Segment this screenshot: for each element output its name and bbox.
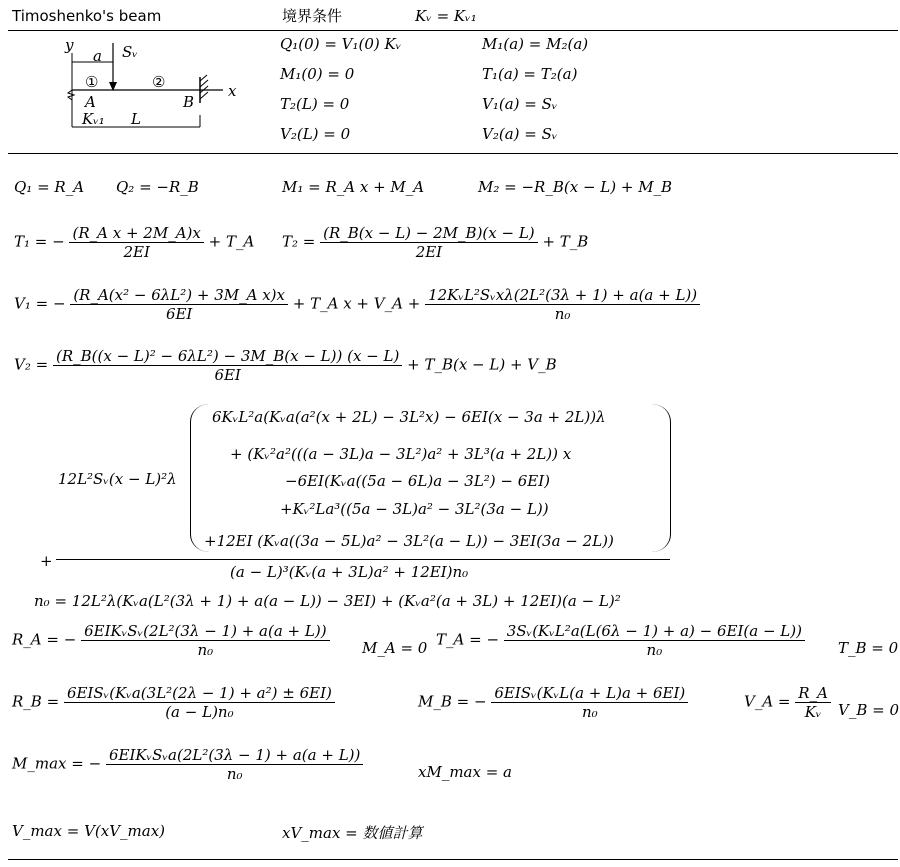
- eq-q2: Q₂ = −R_B: [116, 178, 199, 196]
- point-b-label: B: [183, 93, 195, 111]
- kv1-label: Kᵥ₁: [82, 110, 105, 128]
- big-right-paren: [652, 404, 671, 552]
- point-a-label: A: [85, 93, 96, 111]
- eq-n0: n₀ = 12L²λ(Kᵥa(L²(3λ + 1) + a(a − L)) − 3EI) + (Kᵥa²(a + 3L) + 12EI)(a − L)²: [34, 592, 621, 610]
- eq-t2: T₂ = $\frac{(R\_B(x - L) - 2M\_B)(x - L)}{2EI}$ + T_B: [282, 224, 589, 261]
- bc-right-2: T₁(a) = T₂(a): [482, 65, 578, 83]
- top-divider: [8, 30, 898, 31]
- eq-tb: T_B = 0: [838, 639, 899, 657]
- big-line-2: + (Kᵥ²a²(((a − 3L)a − 3L²)a² + 3L³(a + 2L)) x: [230, 445, 572, 463]
- eq-v2: V₂ = $\frac{\text{(R\_B((x − L)² − 6λL²) − 3M\_B(x − L)) (x − L)}}{6EI}$ + T_B(x − L) + V_B: [14, 347, 557, 384]
- eq-vb: V_B = 0: [838, 701, 900, 719]
- spring-support-icon: [68, 90, 74, 100]
- big-left-paren: [190, 404, 209, 552]
- big-line-3: −6EI(Kᵥa((5a − 6L)a − 3L²) − 6EI): [285, 472, 551, 490]
- a-label: a: [93, 47, 102, 65]
- page-title: Timoshenko's beam: [12, 7, 162, 25]
- bc-right-1: M₁(a) = M₂(a): [482, 35, 589, 53]
- beam-diagram: [55, 35, 265, 135]
- eq-ma: M_A = 0: [362, 639, 428, 657]
- eq-m1: M₁ = R_A x + M_A: [282, 178, 425, 196]
- segment-1-label: ①: [85, 73, 99, 91]
- mid-divider: [8, 153, 898, 154]
- eq-ta: T_A = − $\frac{\text{3Sᵥ(KᵥL²a(L(6λ − 1) + a) − 6EI(a − L))}}{\text{n₀}}$: [436, 622, 805, 659]
- bc-left-1: Q₁(0) = V₁(0) Kᵥ: [280, 35, 402, 53]
- big-plus: +: [40, 552, 53, 570]
- eq-va: V_A = $\frac{R\_A}{\text{Kᵥ}}$: [744, 684, 831, 721]
- sv-label: Sᵥ: [122, 43, 138, 61]
- bc-left-3: T₂(L) = 0: [280, 95, 350, 113]
- eq-xvmax: xV_max = 数値計算: [282, 824, 423, 842]
- hatch-line: [200, 92, 208, 99]
- eq-m2: M₂ = −R_B(x − L) + M_B: [478, 178, 673, 196]
- segment-2-label: ②: [152, 73, 166, 91]
- eq-xmmax: xM_max = a: [418, 763, 512, 781]
- eq-t1: T₁ = − $\frac{\text{(R\_A x + 2M\_A)x}}{2EI}$ + T_A: [14, 224, 255, 261]
- eq-mmax: M_max = − $\frac{\text{6EIKᵥSᵥa(2L²(3λ − 1) + a(a + L))}}{\text{n₀}}$: [12, 746, 363, 783]
- big-prefix: 12L²Sᵥ(x − L)²λ: [58, 470, 177, 488]
- bc-right-4: V₂(a) = Sᵥ: [482, 125, 558, 143]
- hatch-line: [200, 80, 208, 87]
- eq-mb: M_B = − $\frac{\text{6EISᵥ(KᵥL(a + L)a + 6EI)}}{\text{n₀}}$: [418, 684, 688, 721]
- big-line-1: 6KᵥL²a(Kᵥa(a²(x + 2L) − 3L²x) − 6EI(x − 3a + 2L))λ: [212, 408, 606, 426]
- bc-left-4: V₂(L) = 0: [280, 125, 351, 143]
- big-line-5: +12EI (Kᵥa((3a − 5L)a² − 3L²(a − L)) − 3EI(3a − 2L)): [204, 532, 614, 550]
- bc-left-2: M₁(0) = 0: [280, 65, 355, 83]
- bc-title: 境界条件: [282, 7, 343, 25]
- hatch-line: [200, 75, 207, 81]
- y-label: y: [65, 36, 74, 54]
- l-label: L: [131, 110, 141, 128]
- eq-ra: R_A = − $\frac{\text{6EIKᵥSᵥ(2L²(3λ − 1) + a(a + L))}}{\text{n₀}}$: [12, 622, 330, 659]
- big-line-4: +Kᵥ²La³((5a − 3L)a² − 3L²(3a − L)): [280, 500, 549, 518]
- kv-equation: Kᵥ = Kᵥ₁: [415, 7, 477, 25]
- eq-v1: V₁ = − $\frac{\text{(R\_A(x² − 6λL²) + 3M\_A x)x}}{6EI}$ + T_A x + V_A + $\frac{\text{12KᵥL²Sᵥxλ(2L²(3λ + 1) + a(a + L))}}{\text{n₀}}$: [14, 286, 700, 323]
- eq-rb: R_B = $\frac{\text{6EISᵥ(Kᵥa(3L²(2λ − 1) + a²) ± 6EI)}}{\text{(a − L)n₀}}$: [12, 684, 335, 721]
- eq-q1: Q₁ = R_A: [14, 178, 85, 196]
- x-label: x: [228, 82, 237, 100]
- big-denominator: (a − L)³(Kᵥ(a + 3L)a² + 12EI)n₀: [230, 563, 469, 581]
- bottom-divider: [8, 859, 898, 860]
- big-fraction-bar: [56, 559, 670, 560]
- bc-right-3: V₁(a) = Sᵥ: [482, 95, 558, 113]
- eq-vmax: V_max = V(xV_max): [12, 822, 166, 840]
